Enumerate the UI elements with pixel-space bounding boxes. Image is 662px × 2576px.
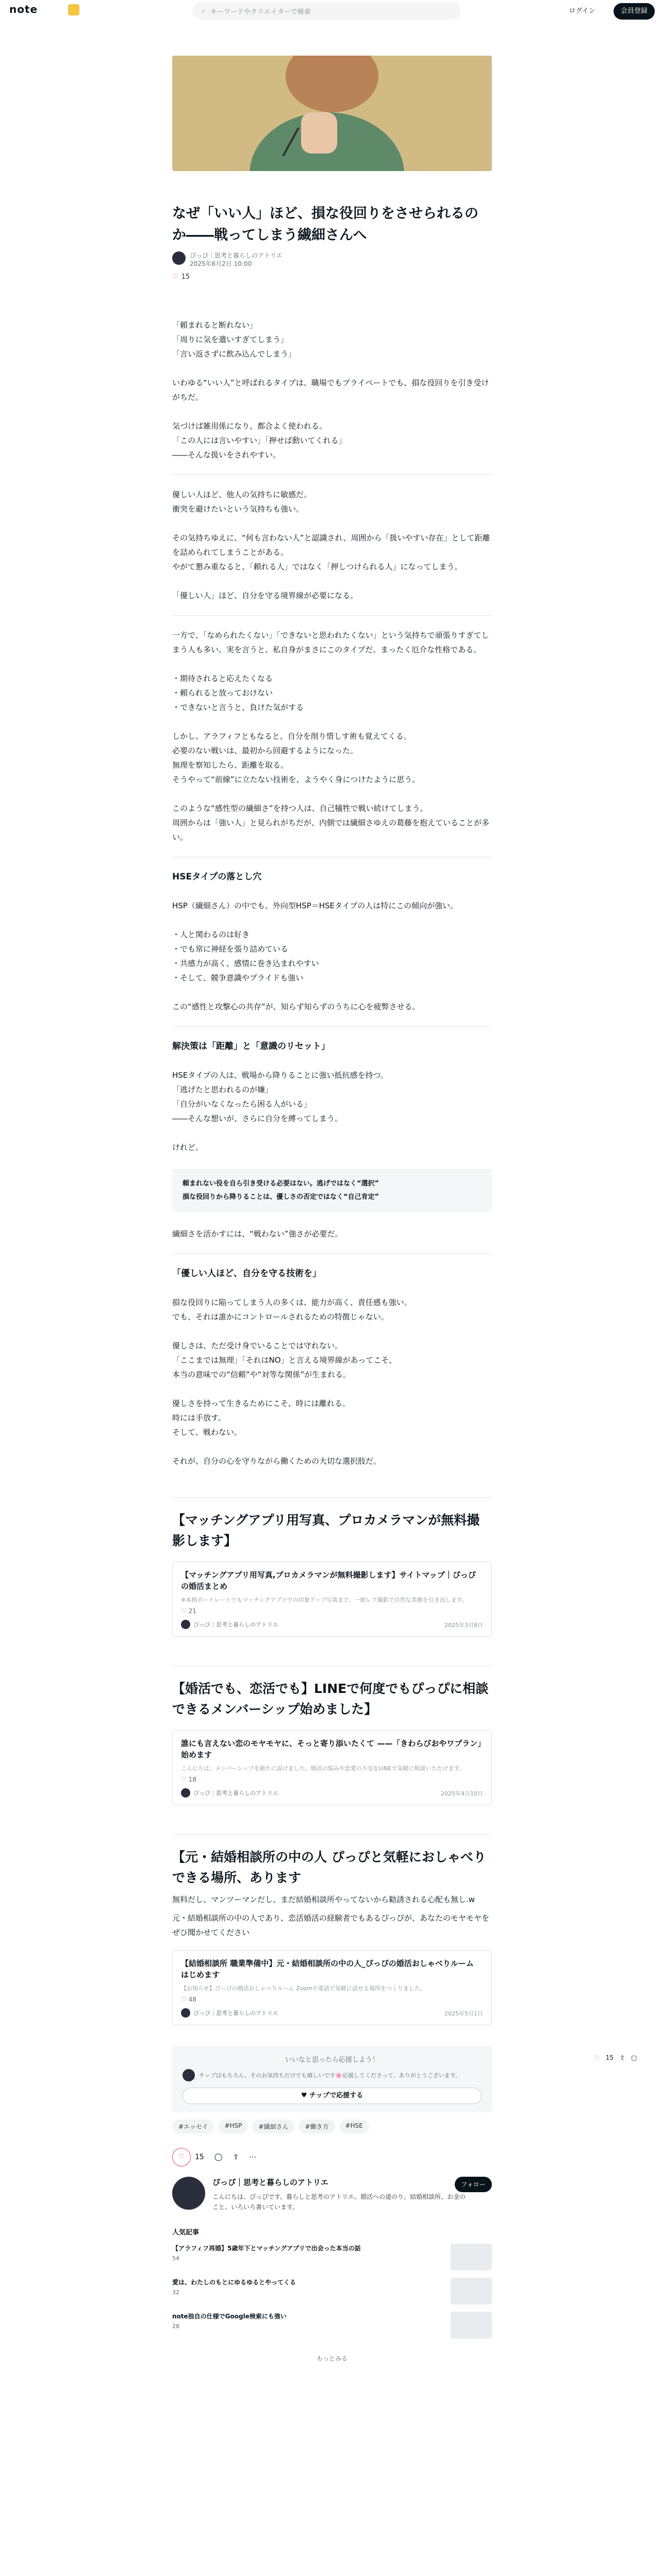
paragraph: 気づけば雑用係になり、都合よく使われる。	[172, 421, 327, 431]
popular-likes: 28	[172, 2323, 179, 2330]
paragraph: 「この人には言いやすい」「押せば動いてくれる」	[172, 435, 346, 445]
paragraph: それが、自分の心を守りながら働くための大切な選択肢だ。	[172, 1456, 382, 1466]
paragraph-group-6	[172, 1227, 492, 1241]
card-author	[181, 1788, 483, 1798]
quote-block	[172, 1169, 492, 1212]
comment-icon[interactable]: ◯	[214, 2153, 223, 2161]
paragraph	[172, 913, 492, 927]
search-placeholder: キーワードやクリエイターで検索	[210, 8, 311, 16]
heading-reset: 解決策は「距離」と「意識のリセット」	[172, 1041, 330, 1052]
divider	[172, 1497, 492, 1498]
share-icon[interactable]: ⇪	[233, 2153, 239, 2161]
popular-item[interactable]	[172, 2312, 492, 2338]
paragraph	[172, 1382, 492, 1396]
paragraph: 「言い返さずに飲み込んでしまう」	[172, 349, 296, 359]
divider	[172, 1026, 492, 1027]
paragraph: 衝突を避けたいという気持ちも強い。	[172, 504, 304, 514]
login-button[interactable]: ログイン	[569, 7, 595, 15]
card-text: 【お知らせ】ぴっぴの婚活おしゃべりルーム Zoomや電話で気軽に話せる場所をつくりました。	[181, 1985, 426, 1992]
popular-item[interactable]	[172, 2278, 492, 2304]
article-title: なぜ「いい人」ほど、損な役回りをさせられるのか――戦ってしまう繊細さんへ	[172, 206, 478, 243]
paragraph	[172, 787, 492, 801]
tag-list	[172, 2120, 492, 2133]
card-likes	[181, 1607, 483, 1615]
popular-title: 【アラフィフ再婚】5歳年下とマッチングアプリで出会った本当の話	[172, 2244, 361, 2252]
article-body	[172, 318, 492, 1468]
follow-button[interactable]: フォロー	[455, 2177, 492, 2192]
publish-date: 2025年6月2日 10:00	[190, 260, 252, 267]
tag[interactable]: #繊細さん	[252, 2120, 294, 2133]
like-count: 15	[181, 273, 190, 281]
paragraph: 「頼まれると断れない」	[172, 320, 258, 330]
paragraph	[172, 657, 492, 671]
paragraph	[172, 1126, 492, 1140]
side-share-icon[interactable]: ⇪	[620, 2054, 625, 2061]
popular-title: 愛は、わたしのもとにゆるゆるとやってくる	[172, 2278, 296, 2286]
card-likes	[181, 1996, 483, 2003]
search-input[interactable]	[193, 2, 461, 20]
signup-button[interactable]: 会員登録	[614, 3, 655, 20]
divider	[172, 615, 492, 616]
card-heart-icon: ♡	[181, 1995, 189, 2003]
paragraph	[172, 715, 492, 729]
promo-sections	[172, 1497, 492, 2025]
promo-section	[172, 1497, 492, 1637]
paragraph: ・でも常に神経を張り詰めている	[172, 944, 289, 954]
paragraph: HSEタイプの人は、戦場から降りることに強い抵抗感を持つ。	[172, 1070, 388, 1080]
paragraph: その気持ちゆえに、“何も言わない人”と認識され、周囲から「扱いやすい存在」として距離を詰められてしまうことがある。	[172, 533, 490, 557]
paragraph	[172, 1439, 492, 1454]
paragraph	[172, 361, 492, 376]
tag[interactable]: #HSE	[339, 2120, 369, 2133]
popular-item[interactable]	[172, 2244, 492, 2270]
paragraph: けれど。	[172, 1142, 204, 1152]
bottom-actions	[172, 2148, 492, 2166]
paragraph: 優しさを持って生きるためにこそ、時には離れる。	[172, 1398, 350, 1408]
card-title: 誰にも言えない恋のモヤモヤに、そっと寄り添いたくて ——「きわらびおやワプラン」始めます	[181, 1738, 482, 1759]
paragraph-group-5	[172, 1068, 492, 1155]
side-bookmark-icon[interactable]: ▢	[631, 2054, 637, 2061]
paragraph: 「逃げたと思われるのが嫌」	[172, 1084, 273, 1094]
card-like-count: 21	[188, 1607, 196, 1615]
note-logo[interactable]: note	[9, 3, 38, 15]
profile-description: こんにちは、ぴっぴです。暮らしと思考のアトリエ。婚活への道のり、結婚相談所、お金のこと、いろいろ書いています。	[212, 2193, 466, 2211]
embed-card[interactable]	[172, 1562, 492, 1637]
tip-label: チップで応援する	[309, 2091, 363, 2099]
promo-section	[172, 1666, 492, 1805]
paragraph-group-2	[172, 487, 492, 603]
section-title: 【元・結婚相談所の中の人 ぴっぴと気軽におしゃべりできる場所、あります	[172, 1849, 486, 1885]
paragraph-group-1	[172, 318, 492, 462]
paragraph: ・共感力が高く、感情に巻き込まれやすい	[172, 958, 319, 968]
paragraph: 「ここまでは無理」「それはNO」と言える境界線があってこそ、	[172, 1355, 397, 1365]
support-message	[183, 2069, 482, 2081]
section-text: 無料だし、マンツーマンだし、まだ結婚相談所やってないから勧誘される心配も無し.w	[172, 1894, 475, 1904]
quote-line: 損な役回りから降りることは、優しさの否定ではなく“自己肯定”	[183, 1193, 379, 1201]
popular-likes: 32	[172, 2289, 179, 2296]
support-text: チップはもちろん、そのお気持ちだけでも嬉しいです🌸応援してくださって、ありがとうございます。	[199, 2072, 461, 2079]
paragraph: ・頼られると放っておけない	[172, 688, 273, 698]
card-author-avatar	[181, 2008, 190, 2018]
paragraph: 必要のない戦いは、最初から回避するようになった。	[172, 745, 358, 755]
paragraph-group-7	[172, 1295, 492, 1468]
profile-name[interactable]: ぴっぴ｜思考と暮らしのアトリエ	[212, 2177, 328, 2187]
side-like-count: 15	[605, 2054, 614, 2061]
support-title: いいなと思ったら応援しよう！	[285, 2056, 379, 2064]
card-like-count: 48	[188, 1995, 196, 2003]
bottom-like-count: 15	[195, 2153, 204, 2161]
more-link[interactable]: もっとみる	[316, 2354, 347, 2362]
paragraph: 「優しい人」ほど、自分を守る境界線が必要になる。	[172, 590, 358, 600]
card-text: こんにちは。メンバーシップを新たに設けました。婚活の悩みや恋愛の不安をLINEで気軽に相談いただけます。	[181, 1765, 465, 1772]
card-heart-icon: ♡	[181, 1607, 189, 1615]
tag[interactable]: #HSP	[218, 2120, 248, 2133]
paragraph	[172, 985, 492, 999]
card-date: 2025年5月1日	[444, 2010, 483, 2017]
paragraph	[172, 404, 492, 419]
paragraph: 優しさは、ただ受け身でいることでは守れない。	[172, 1341, 343, 1350]
divider	[172, 474, 492, 475]
hero-image	[172, 56, 492, 171]
section-title: 【マッチングアプリ用写真、プロカメラマンが無料撮影します】	[172, 1512, 480, 1548]
paragraph	[172, 516, 492, 531]
paragraph: 繊細さを活かすには、“戦わない”強さが必要だ。	[172, 1229, 343, 1239]
card-author-name: ぴっぴ｜思考と暮らしのアトリエ	[193, 1621, 278, 1628]
paragraph: でも、それは誰かにコントロールされるための特徴じゃない。	[172, 1312, 389, 1321]
paragraph: 損な役回りに陥ってしまう人の多くは、能力が高く、責任感も強い。	[172, 1297, 412, 1307]
paragraph: ・できないと言うと、負けた気がする	[172, 702, 304, 712]
search-icon: ⌕	[201, 7, 205, 15]
paragraph: ――そんな扱いをされやすい。	[172, 450, 281, 460]
tag[interactable]: #働き方	[299, 2120, 335, 2133]
heading-kind: 「優しい人ほど、自分を守る技術を」	[172, 1268, 321, 1279]
like-button-icon[interactable]: ♡	[172, 2148, 191, 2166]
author-name[interactable]: ぴっぴ｜思考と暮らしのアトリエ	[190, 251, 283, 259]
popular-thumbnail	[451, 2312, 492, 2338]
card-author-name: ぴっぴ｜思考と暮らしのアトリエ	[193, 2009, 278, 2016]
tip-icon: ♥	[301, 2091, 310, 2099]
promo-section	[172, 1834, 492, 2025]
card-author	[181, 1620, 483, 1629]
heading-hse: HSEタイプの落とし穴	[172, 871, 262, 882]
popular-likes: 54	[172, 2255, 179, 2262]
card-author	[181, 2008, 483, 2018]
embed-card[interactable]	[172, 1730, 492, 1805]
popular-articles	[172, 2227, 492, 2338]
profile-avatar[interactable]	[172, 2177, 205, 2210]
paragraph: いわゆる“いい人”と呼ばれるタイプは、職場でもプライベートでも、損な役回りを引き受けがちだ。	[172, 378, 489, 402]
section-title: 【婚活でも、恋活でも】LINEで何度でもぴっぴに相談できるメンバーシップ始めました】	[172, 1681, 489, 1717]
support-avatar	[183, 2069, 195, 2081]
card-date: 2025年4月10日	[441, 1790, 483, 1797]
author-meta	[172, 251, 492, 268]
section-text: 元・結婚相談所の中の人であり、恋活婚活の経験者でもあるぴっぴが、あなたのモヤモヤをぜひ聞かせてください	[172, 1913, 490, 1937]
card-likes	[181, 1776, 483, 1783]
card-title: 【マッチングアプリ用写真,プロカメラマンが無料撮影します】サイトマップ｜ぴっぴの婚活まとめ	[181, 1570, 476, 1591]
paragraph: ・そして、競争意識やプライドも強い	[172, 973, 304, 982]
paragraph: このような“感性型の繊細さ”を持つ人は、自己犠牲で戦い続けてしまう。	[172, 803, 428, 813]
paragraph: 無理を察知したら、距離を取る。	[172, 760, 289, 770]
paragraph: 「自分がいなくなったら困る人がいる」	[172, 1099, 312, 1109]
card-text: ※本格ポートレートでもマッチングアプリでの印象アップ写真まで、一眼レフ撮影で自然な笑顔を引き出します。	[181, 1596, 468, 1603]
divider	[172, 1834, 492, 1835]
side-like-icon[interactable]: ♡	[594, 2054, 600, 2061]
card-author-avatar	[181, 1620, 190, 1629]
popular-thumbnail	[451, 2244, 492, 2270]
mascot-icon	[68, 4, 79, 15]
quote-line: 頼まれない役を自ら引き受ける必要はない。逃げではなく“選択”	[183, 1179, 379, 1188]
article-likes	[172, 273, 492, 281]
paragraph: そして、戦わない。	[172, 1427, 242, 1437]
card-title: 【結婚相談所 職業準備中】元・結婚相談所の中の人_ぴっぴの婚活おしゃべりルーム はじめます	[181, 1958, 474, 1979]
paragraph: 「周りに気を遣いすぎてしまう」	[172, 334, 289, 344]
paragraph: 時には手放す。	[172, 1413, 226, 1422]
card-date: 2025年3月8日	[444, 1621, 483, 1629]
tag[interactable]: #エッセイ	[172, 2120, 214, 2133]
heart-icon[interactable]: ♡	[172, 273, 178, 281]
paragraph: 一方で、「なめられたくない」「できないと思われたくない」という気持ちで頑張りすぎてしまう人も多い。実を言うと、私自身がまさにこのタイプだ。まったく厄介な性格である。	[172, 630, 489, 654]
paragraph: ・人と関わるのは好き	[172, 929, 250, 939]
paragraph: この“感性と攻撃心の共存”が、知らず知らずのうちに心を疲弊させる。	[172, 1002, 420, 1011]
tip-button[interactable]	[183, 2088, 482, 2104]
article	[172, 56, 492, 2363]
paragraph: 本当の意味での“信頼”や“対等な関係”が生まれる。	[172, 1369, 351, 1379]
paragraph: 周囲からは「強い人」と見られがちだが、内側では繊細さゆえの葛藤を抱えていることが多い。	[172, 818, 490, 842]
paragraph-group-4	[172, 899, 492, 1014]
paragraph: HSP（繊細さん）の中でも、外向型HSP＝HSEタイプの人は特にこの傾向が強い。	[172, 901, 458, 910]
author-profile	[172, 2177, 492, 2212]
more-icon[interactable]: ⋯	[249, 2153, 257, 2161]
popular-thumbnail	[451, 2278, 492, 2304]
card-author-avatar	[181, 1788, 190, 1798]
paragraph-group-3	[172, 628, 492, 844]
paragraph	[172, 1324, 492, 1338]
paragraph: 優しい人ほど、他人の気持ちに敏感だ。	[172, 489, 312, 499]
paragraph: やがて懇み重なると、「頼れる人」ではなく「押しつけられる人」になってしまう。	[172, 562, 462, 571]
card-like-count: 18	[188, 1775, 196, 1783]
paragraph: ――そんな想いが、さらに自分を縛ってしまう。	[172, 1113, 343, 1123]
site-header	[0, 0, 662, 23]
divider	[172, 1253, 492, 1254]
side-actions	[594, 2052, 656, 2064]
popular-heading: 人気記事	[172, 2228, 200, 2236]
embed-card[interactable]	[172, 1950, 492, 2025]
card-author-name: ぴっぴ｜思考と暮らしのアトリエ	[193, 1789, 278, 1797]
card-heart-icon: ♡	[181, 1775, 189, 1783]
author-avatar[interactable]	[172, 251, 186, 265]
support-box	[172, 2046, 492, 2112]
paragraph: そうやって“前線”に立たない技術を、ようやく身につけたように思う。	[172, 774, 420, 784]
popular-title: note独自の仕様でGoogle検索にも強い	[172, 2312, 287, 2320]
paragraph	[172, 574, 492, 588]
paragraph: ・期待されると応えたくなる	[172, 673, 273, 683]
paragraph: しかし、アラフィフともなると、自分を削り惜しす術も覚えてくる。	[172, 731, 411, 741]
